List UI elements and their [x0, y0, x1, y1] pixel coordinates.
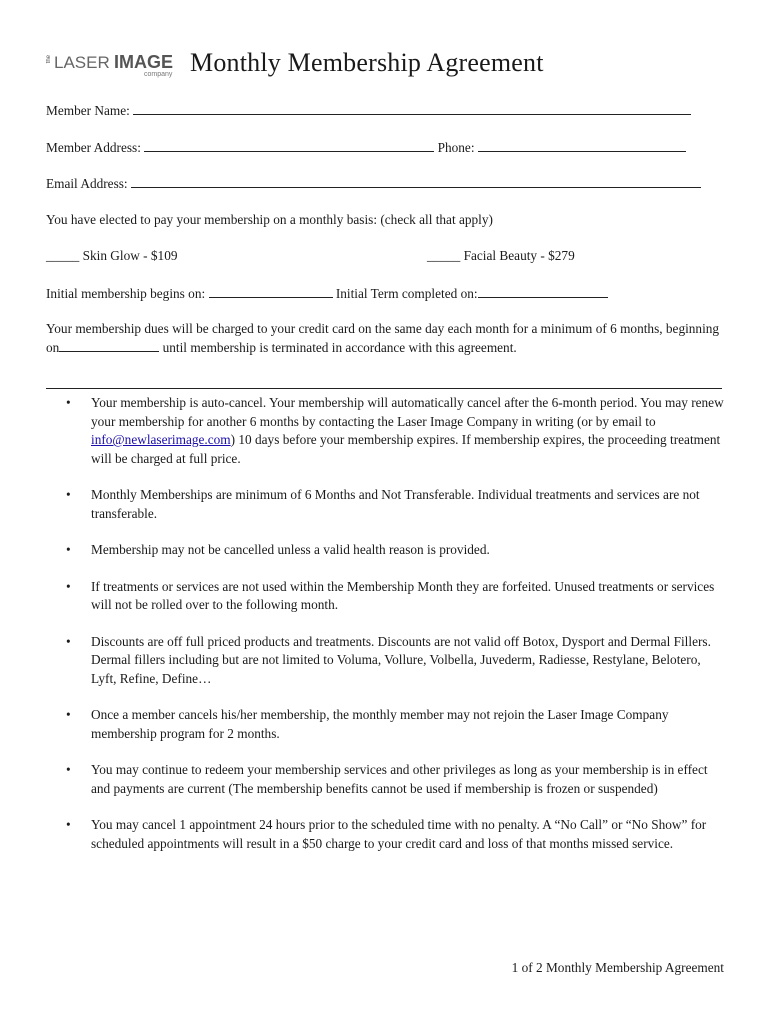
term-field[interactable] [478, 285, 608, 298]
facial-beauty-checkbox[interactable]: _____ [427, 248, 461, 263]
email-row [46, 175, 701, 192]
member-name-row [46, 102, 691, 119]
term-label: Initial Term completed on: [335, 286, 478, 301]
company-logo [46, 53, 186, 79]
list-item [66, 394, 726, 468]
dues-paragraph [46, 320, 726, 357]
member-address-label: Member Address: [46, 140, 141, 155]
bullet-marker: • [66, 762, 71, 777]
bullet-marker: • [66, 542, 71, 557]
term-text: Once a member cancels his/her membership, the monthly member may not rejoin the Laser Image Company membership program for 2 months. [91, 707, 669, 741]
bullet-marker: • [66, 707, 71, 722]
plan-prompt: You have elected to pay your membership on a monthly basis: (check all that apply) [46, 212, 493, 227]
bullet-marker: • [66, 633, 71, 649]
logo-laser: LASER [54, 53, 110, 72]
list-item [66, 578, 726, 615]
plan-option-skin-glow [46, 248, 178, 264]
logo-image: IMAGE [114, 52, 174, 72]
begins-label: Initial membership begins on: [46, 286, 206, 301]
term-text: Your membership is auto-cancel. Your membership will automatically cancel after the 6-month period. You may renew your membership for another 6 months by contacting the Laser Image Company in writing (or by email to [91, 395, 724, 429]
list-item [66, 633, 726, 689]
logo-company: company [144, 71, 173, 78]
dues-text-2: until membership is terminated in accordance with this agreement. [162, 339, 517, 355]
terms-list [66, 394, 726, 871]
skin-glow-label: Skin Glow - $109 [82, 248, 178, 263]
page-title: Monthly Membership Agreement [190, 48, 544, 77]
bullet-marker: • [66, 487, 71, 502]
email-link[interactable]: info@newlaserimage.com [91, 432, 231, 447]
bullet-marker: • [66, 578, 71, 594]
list-item [66, 706, 726, 743]
list-item [66, 816, 726, 853]
member-address-field[interactable] [144, 139, 434, 152]
divider [46, 388, 722, 389]
list-item [66, 486, 726, 523]
dues-text-1: Your membership dues will be charged to your credit card on the same day each month for a minimum of 6 months, beginning on [46, 321, 720, 355]
dues-begin-field[interactable] [59, 339, 159, 352]
logo-the: the [46, 55, 52, 64]
member-name-field[interactable] [133, 102, 691, 115]
facial-beauty-label: Facial Beauty - $279 [463, 248, 575, 263]
term-text: You may continue to redeem your membership services and other privileges as long as your membership is in effect and payments are current (The membership benefits cannot be used if membership is frozen or suspended) [91, 762, 708, 796]
list-item [66, 761, 726, 798]
skin-glow-checkbox[interactable]: _____ [46, 248, 80, 263]
list-item [66, 541, 726, 560]
page-footer: 1 of 2 Monthly Membership Agreement [511, 960, 724, 975]
term-text: ) 10 days before your membership expires. If membership expires, the proceeding treatment will be charged at full price. [91, 432, 721, 466]
bullet-marker: • [66, 395, 71, 410]
term-text: You may cancel 1 appointment 24 hours prior to the scheduled time with no penalty. A “No Call” or “No Show” for scheduled appointments will result in a $50 charge to your credit card and loss of that months missed service. [91, 817, 707, 851]
phone-label: Phone: [437, 140, 475, 155]
phone-field[interactable] [478, 139, 686, 152]
member-name-label: Member Name: [46, 103, 130, 118]
email-field[interactable] [131, 175, 701, 188]
plan-option-facial-beauty [427, 248, 575, 264]
email-label: Email Address: [46, 176, 128, 191]
begins-field[interactable] [209, 285, 333, 298]
bullet-marker: • [66, 817, 71, 832]
dates-row [46, 285, 608, 302]
term-text: If treatments or services are not used within the Membership Month they are forfeited. Unused treatments or services will not be rolled over to the following month. [91, 578, 715, 612]
term-text: Discounts are off full priced products and treatments. Discounts are not valid off Botox, Dysport and Dermal Fillers. Dermal fillers including but are not limited to Voluma, Vollure, Volbella, Juvederm, Radiesse, Restylane, Belotero, Lyft, Refine, Define… [91, 633, 711, 686]
term-text: Monthly Memberships are minimum of 6 Months and Not Transferable. Individual treatments and services are not transferable. [91, 487, 700, 521]
term-text: Membership may not be cancelled unless a valid health reason is provided. [91, 542, 490, 557]
member-address-row [46, 139, 686, 156]
